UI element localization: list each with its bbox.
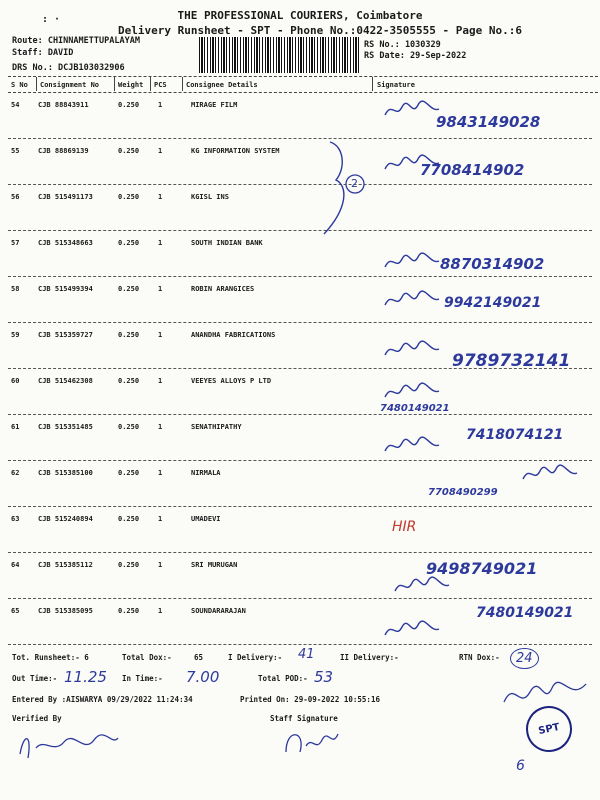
row-weight: 0.250 [118, 285, 140, 293]
row-consignment-no: CJB 515385100 [38, 469, 93, 477]
col-divider [372, 77, 373, 91]
row-weight: 0.250 [118, 193, 140, 201]
table-row [0, 553, 600, 599]
col-divider [114, 77, 115, 91]
staff-label: Staff: DAVID [12, 48, 74, 58]
row-weight: 0.250 [118, 101, 140, 109]
row-consignee: UMADEVI [191, 515, 221, 523]
row-sno: 57 [11, 239, 20, 247]
col-signature: Signature [377, 81, 415, 89]
row-phone: 7708414902 [420, 161, 525, 179]
table-row [0, 323, 600, 369]
col-consignee: Consignee Details [186, 81, 258, 89]
in-time-label: In Time:- [122, 674, 163, 683]
table-row [0, 277, 600, 323]
row-consignment-no: CJB 515462308 [38, 377, 93, 385]
in-time-value: 7.00 [186, 668, 220, 686]
bracket-number: 2 [351, 177, 358, 190]
row-weight: 0.250 [118, 377, 140, 385]
row-phone: 8870314902 [440, 255, 545, 273]
row-weight: 0.250 [118, 147, 140, 155]
table-row [0, 139, 600, 185]
total-pod-value: 53 [314, 668, 334, 686]
handwritten-signature [382, 435, 442, 457]
row-weight: 0.250 [118, 239, 140, 247]
row-weight: 0.250 [118, 515, 140, 523]
header-marks: : · [42, 14, 61, 25]
rtn-dox-label: RTN Dox:- [459, 653, 500, 662]
total-dox-value: 65 [194, 653, 204, 662]
row-sno: 59 [11, 331, 20, 339]
row-sno: 63 [11, 515, 20, 523]
row-consignment-no: CJB 515359727 [38, 331, 93, 339]
rtn-dox-value: 24 [510, 648, 539, 669]
handwritten-signature [392, 575, 452, 597]
table-row [0, 599, 600, 645]
row-phone: 7708490299 [428, 487, 498, 498]
row-consignment-no: CJB 515348663 [38, 239, 93, 247]
col-consignment: Consignment No [40, 81, 100, 89]
row-sno: 61 [11, 423, 20, 431]
handwritten-signature [382, 99, 442, 121]
row-pcs: 1 [158, 331, 163, 339]
col-divider [150, 77, 151, 91]
row-pcs: 1 [158, 515, 163, 523]
col-divider [182, 77, 183, 91]
row-consignee: KGISL INS [191, 193, 229, 201]
row-pcs: 1 [158, 193, 163, 201]
i-delivery-value: 41 [298, 647, 315, 662]
row-sno: 64 [11, 561, 20, 569]
row-consignment-no: CJB 515385095 [38, 607, 93, 615]
row-phone: 9789732141 [452, 351, 571, 371]
table-top-rule [8, 76, 598, 77]
row-consignee: VEEYES ALLOYS P LTD [191, 377, 272, 385]
row-consignment-no: CJB 88843911 [38, 101, 89, 109]
row-consignment-no: CJB 515385112 [38, 561, 93, 569]
handwritten-signature [382, 251, 442, 273]
row-consignee: KG INFORMATION SYSTEM [191, 147, 280, 155]
row-consignment-no: CJB 88869139 [38, 147, 89, 155]
row-consignment-no: CJB 515491173 [38, 193, 93, 201]
row-consignee: SENATHIPATHY [191, 423, 242, 431]
col-sno: S No [11, 81, 28, 89]
row-sno: 60 [11, 377, 20, 385]
row-phone: 9843149028 [436, 113, 541, 131]
tot-runsheet: Tot. Runsheet:- 6 [12, 653, 89, 662]
drs-label: DRS No.: DCJB103032906 [12, 63, 125, 73]
table-row [0, 415, 600, 461]
row-consignee: ROBIN ARANGICES [191, 285, 255, 293]
staff-signature [282, 724, 342, 758]
row-sno: 58 [11, 285, 20, 293]
row-sno: 65 [11, 607, 20, 615]
row-consignment-no: CJB 515240894 [38, 515, 93, 523]
row-sno: 55 [11, 147, 20, 155]
row-sno: 54 [11, 101, 20, 109]
total-dox-label: Total Dox:- [122, 653, 172, 662]
row-consignment-no: CJB 515351485 [38, 423, 93, 431]
table-row [0, 369, 600, 415]
row-pcs: 1 [158, 239, 163, 247]
row-consignee: SOUTH INDIAN BANK [191, 239, 263, 247]
printed-on: Printed On: 29-09-2022 10:55:16 [240, 695, 380, 704]
company-title: THE PROFESSIONAL COURIERS, Coimbatore [177, 9, 423, 22]
header-right [364, 40, 466, 62]
row-weight: 0.250 [118, 423, 140, 431]
row-pcs: 1 [158, 377, 163, 385]
row-pcs: 1 [158, 423, 163, 431]
out-time-label: Out Time:- [12, 674, 58, 683]
header-left [12, 35, 140, 74]
row-weight: 0.250 [118, 331, 140, 339]
row-phone: 7480149021 [476, 605, 574, 621]
verified-by-label: Verified By [12, 714, 62, 723]
row-pcs: 1 [158, 561, 163, 569]
col-pcs: PCS [154, 81, 167, 89]
bracket-annotation [310, 138, 370, 238]
row-phone: 7418074121 [466, 427, 564, 443]
staff-signature-label: Staff Signature [270, 714, 338, 723]
entered-by: Entered By :AISWARYA 09/29/2022 11:24:34 [12, 695, 193, 704]
row-consignee: NIRMALA [191, 469, 221, 477]
table-row [0, 231, 600, 277]
page-mark: 6 [516, 758, 525, 774]
row-consignee: ANANDHA FABRICATIONS [191, 331, 276, 339]
return-annotation: HIR [392, 519, 417, 535]
row-pcs: 1 [158, 607, 163, 615]
row-consignment-no: CJB 515499394 [38, 285, 93, 293]
row-divider [8, 644, 592, 645]
verifier-signature [14, 724, 124, 764]
handwritten-signature [520, 463, 580, 485]
col-divider [36, 77, 37, 91]
handwritten-signature [382, 289, 442, 311]
row-weight: 0.250 [118, 561, 140, 569]
table-row [0, 507, 600, 553]
runsheet-subtitle: Delivery Runsheet - SPT - Phone No.:0422-3505555 - Page No.:6 [118, 24, 522, 37]
barcode-image [199, 37, 359, 73]
table-row [0, 93, 600, 139]
row-consignee: MIRAGE FILM [191, 101, 238, 109]
col-weight: Weight [118, 81, 144, 89]
row-weight: 0.250 [118, 607, 140, 615]
row-phone: 9942149021 [444, 295, 542, 311]
row-weight: 0.250 [118, 469, 140, 477]
row-pcs: 1 [158, 285, 163, 293]
row-phone: 7480149021 [380, 403, 450, 414]
i-delivery-label: I Delivery:- [228, 653, 283, 662]
row-sno: 56 [11, 193, 20, 201]
route-label: Route: CHINNAMETTUPALAYAM [12, 36, 140, 46]
row-pcs: 1 [158, 469, 163, 477]
row-consignee: SRI MURUGAN [191, 561, 238, 569]
row-sno: 62 [11, 469, 20, 477]
table-row [0, 185, 600, 231]
stamp-label: SPT [537, 721, 561, 737]
handwritten-signature [382, 381, 442, 403]
ii-delivery-label: II Delivery:- [340, 653, 399, 662]
table-row [0, 461, 600, 507]
row-pcs: 1 [158, 147, 163, 155]
total-pod-label: Total POD:- [258, 674, 308, 683]
rs-date-label: RS Date: 29-Sep-2022 [364, 51, 467, 61]
handwritten-signature [382, 619, 442, 641]
out-time-value: 11.25 [64, 668, 107, 686]
row-pcs: 1 [158, 101, 163, 109]
row-phone: 9498749021 [426, 559, 538, 578]
row-consignee: SOUNDARARAJAN [191, 607, 246, 615]
rs-no-label: RS No.: 1030329 [364, 40, 441, 50]
handwritten-signature [382, 339, 442, 361]
